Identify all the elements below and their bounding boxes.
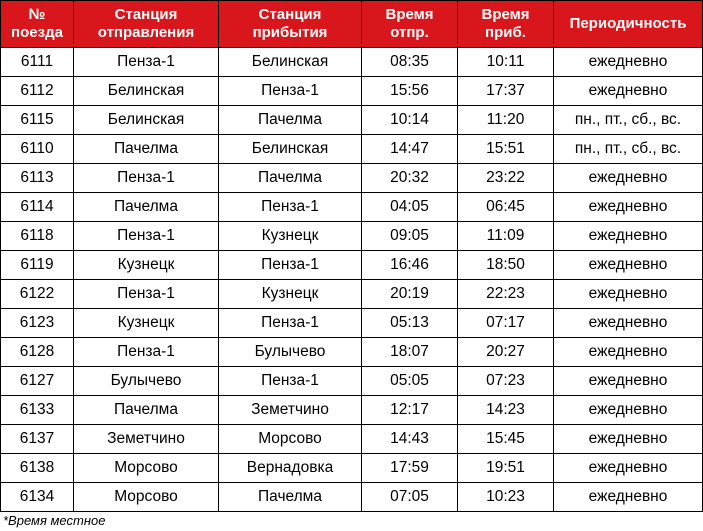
table-row: [1, 309, 703, 338]
arrival-time-cell: 10:23: [458, 483, 554, 512]
train-number-cell: 6119: [1, 251, 74, 280]
train-number-cell: 6118: [1, 222, 74, 251]
periodicity-cell: ежедневно: [554, 367, 703, 396]
departure-station-cell: Белинская: [74, 77, 219, 106]
train-number-cell: 6127: [1, 367, 74, 396]
arrival-time-cell: 07:17: [458, 309, 554, 338]
table-row: [1, 48, 703, 77]
periodicity-cell: ежедневно: [554, 193, 703, 222]
table-row: [1, 454, 703, 483]
departure-station-cell: Морсово: [74, 454, 219, 483]
departure-station-cell: Земетчино: [74, 425, 219, 454]
periodicity-cell: ежедневно: [554, 48, 703, 77]
table-row: [1, 338, 703, 367]
arrival-station-cell: Пенза-1: [219, 309, 362, 338]
periodicity-cell: ежедневно: [554, 483, 703, 512]
periodicity-cell: ежедневно: [554, 77, 703, 106]
departure-station-cell: Пенза-1: [74, 280, 219, 309]
footnote: *Время местное: [3, 513, 106, 528]
table-row: [1, 135, 703, 164]
header-row: [1, 1, 703, 48]
departure-station-cell: Булычево: [74, 367, 219, 396]
arrival-station-cell: Булычево: [219, 338, 362, 367]
departure-time-cell: 20:32: [362, 164, 458, 193]
train-number-header: № поезда: [1, 1, 74, 48]
periodicity-cell: ежедневно: [554, 338, 703, 367]
departure-time-cell: 20:19: [362, 280, 458, 309]
departure-station-cell: Пачелма: [74, 135, 219, 164]
periodicity-header: Периодичность: [554, 1, 703, 48]
departure-station-cell: Пачелма: [74, 193, 219, 222]
arrival-station-cell: Морсово: [219, 425, 362, 454]
periodicity-cell: ежедневно: [554, 309, 703, 338]
periodicity-cell: ежедневно: [554, 251, 703, 280]
train-number-cell: 6122: [1, 280, 74, 309]
table-header: [1, 1, 703, 48]
arrival-station-cell: Пенза-1: [219, 193, 362, 222]
table-row: [1, 425, 703, 454]
table-row: [1, 222, 703, 251]
arrival-time-cell: 15:45: [458, 425, 554, 454]
periodicity-cell: ежедневно: [554, 280, 703, 309]
train-number-cell: 6123: [1, 309, 74, 338]
departure-time-cell: 05:05: [362, 367, 458, 396]
arrival-time-cell: 10:11: [458, 48, 554, 77]
train-number-cell: 6114: [1, 193, 74, 222]
periodicity-cell: ежедневно: [554, 425, 703, 454]
periodicity-cell: ежедневно: [554, 396, 703, 425]
train-number-cell: 6113: [1, 164, 74, 193]
arrival-time-cell: 15:51: [458, 135, 554, 164]
arrival-station-cell: Белинская: [219, 48, 362, 77]
arrival-time-cell: 11:09: [458, 222, 554, 251]
departure-station-cell: Пенза-1: [74, 222, 219, 251]
arrival-station-cell: Вернадовка: [219, 454, 362, 483]
table-row: [1, 251, 703, 280]
arrival-time-cell: 06:45: [458, 193, 554, 222]
departure-time-cell: 12:17: [362, 396, 458, 425]
arrival-station-cell: Белинская: [219, 135, 362, 164]
arrival-time-cell: 19:51: [458, 454, 554, 483]
arrival-time-cell: 18:50: [458, 251, 554, 280]
departure-time-cell: 07:05: [362, 483, 458, 512]
train-number-cell: 6137: [1, 425, 74, 454]
departure-station-header: Станция отправления: [74, 1, 219, 48]
arrival-station-cell: Пенза-1: [219, 367, 362, 396]
periodicity-cell: ежедневно: [554, 222, 703, 251]
departure-time-cell: 14:47: [362, 135, 458, 164]
arrival-time-cell: 14:23: [458, 396, 554, 425]
arrival-station-cell: Земетчино: [219, 396, 362, 425]
departure-time-cell: 17:59: [362, 454, 458, 483]
train-number-cell: 6115: [1, 106, 74, 135]
departure-time-header: Время отпр.: [362, 1, 458, 48]
arrival-station-cell: Кузнецк: [219, 280, 362, 309]
periodicity-cell: ежедневно: [554, 164, 703, 193]
departure-time-cell: 18:07: [362, 338, 458, 367]
periodicity-cell: ежедневно: [554, 454, 703, 483]
departure-station-cell: Кузнецк: [74, 309, 219, 338]
train-number-cell: 6128: [1, 338, 74, 367]
arrival-station-cell: Пенза-1: [219, 77, 362, 106]
departure-time-cell: 05:13: [362, 309, 458, 338]
table-row: [1, 77, 703, 106]
departure-station-cell: Белинская: [74, 106, 219, 135]
periodicity-cell: пн., пт., сб., вс.: [554, 106, 703, 135]
departure-time-cell: 09:05: [362, 222, 458, 251]
arrival-station-cell: Пачелма: [219, 164, 362, 193]
departure-station-cell: Пачелма: [74, 396, 219, 425]
departure-station-cell: Пенза-1: [74, 164, 219, 193]
departure-time-cell: 10:14: [362, 106, 458, 135]
table-row: [1, 164, 703, 193]
arrival-time-cell: 22:23: [458, 280, 554, 309]
table-row: [1, 483, 703, 512]
arrival-station-cell: Пенза-1: [219, 251, 362, 280]
arrival-time-cell: 11:20: [458, 106, 554, 135]
departure-station-cell: Пенза-1: [74, 48, 219, 77]
arrival-station-header: Станция прибытия: [219, 1, 362, 48]
departure-time-cell: 16:46: [362, 251, 458, 280]
table-row: [1, 367, 703, 396]
departure-station-cell: Пенза-1: [74, 338, 219, 367]
arrival-time-cell: 07:23: [458, 367, 554, 396]
periodicity-cell: пн., пт., сб., вс.: [554, 135, 703, 164]
departure-station-cell: Морсово: [74, 483, 219, 512]
train-number-cell: 6138: [1, 454, 74, 483]
arrival-time-cell: 17:37: [458, 77, 554, 106]
departure-station-cell: Кузнецк: [74, 251, 219, 280]
arrival-station-cell: Кузнецк: [219, 222, 362, 251]
train-number-cell: 6134: [1, 483, 74, 512]
departure-time-cell: 08:35: [362, 48, 458, 77]
departure-time-cell: 14:43: [362, 425, 458, 454]
table-row: [1, 396, 703, 425]
train-number-cell: 6133: [1, 396, 74, 425]
train-number-cell: 6112: [1, 77, 74, 106]
arrival-time-header: Время приб.: [458, 1, 554, 48]
departure-time-cell: 15:56: [362, 77, 458, 106]
train-number-cell: 6111: [1, 48, 74, 77]
table-row: [1, 106, 703, 135]
table-row: [1, 193, 703, 222]
table-body: [1, 48, 703, 512]
train-number-cell: 6110: [1, 135, 74, 164]
arrival-station-cell: Пачелма: [219, 106, 362, 135]
arrival-time-cell: 20:27: [458, 338, 554, 367]
departure-time-cell: 04:05: [362, 193, 458, 222]
table-row: [1, 280, 703, 309]
arrival-time-cell: 23:22: [458, 164, 554, 193]
arrival-station-cell: Пачелма: [219, 483, 362, 512]
